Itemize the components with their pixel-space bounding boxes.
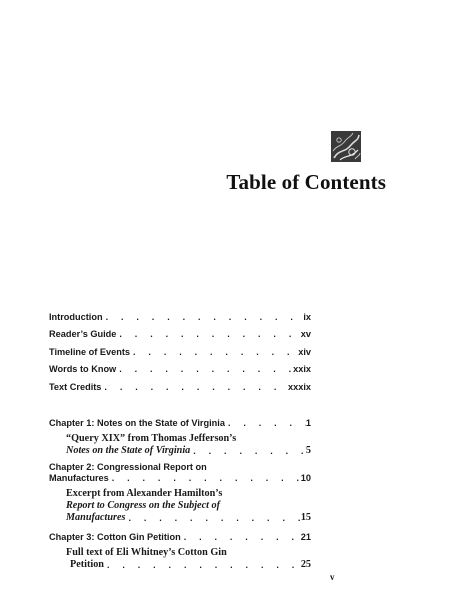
toc-entry-chapter-2[interactable] [49,461,311,483]
table-of-contents [49,304,311,570]
dot-leader [125,513,300,523]
toc-entry-label-line: Petition [70,558,104,570]
toc-entry-cotton-gin-petition[interactable] [49,547,311,570]
toc-entry-query-xix[interactable] [49,433,311,456]
toc-page-number: 21 [300,531,311,542]
toc-entry-words-to-know[interactable] [49,357,311,375]
toc-entry-readers-guide[interactable] [49,322,311,340]
toc-page-number: 15 [300,511,311,523]
toc-entry-label-line: Chapter 2: Congressional Report on [49,461,207,472]
toc-entry-chapter-1[interactable] [49,414,311,428]
toc-entry-label: Text Credits [49,381,102,392]
toc-entry-label-line: Manufactures [66,511,126,523]
toc-entry-label: Reader’s Guide [49,329,117,339]
toc-entry-label-line: Report to Congress on the Subject of [66,499,220,511]
toc-entry-label-line: Excerpt from Alexander Hamilton’s [66,487,223,499]
dot-leader [190,446,306,456]
front-matter-list [49,304,311,392]
chapter-ornament-icon [331,131,361,162]
dot-leader [181,532,301,542]
toc-entry-timeline-of-events[interactable] [49,339,311,357]
page-title: Table of Contents [226,170,386,194]
page-folio: v [330,572,335,582]
toc-entry-chapter-3[interactable] [49,528,311,542]
toc-page-number: 10 [300,472,311,483]
toc-entry-label-line: Notes on the State of Virginia [66,444,191,456]
toc-page-number: 1 [305,417,311,428]
toc-entry-label: Chapter 1: Notes on the State of Virginia [49,417,225,428]
toc-entry-introduction[interactable] [49,304,311,322]
toc-page-number: xxix [293,364,311,374]
dot-leader [104,560,301,570]
toc-entry-label-line: Manufactures [49,472,109,483]
dot-leader [109,473,301,483]
toc-page-number: xv [300,329,311,339]
toc-entry-label-line: “Query XIX” from Thomas Jefferson’s [66,432,237,444]
dot-leader [225,418,306,428]
toc-entry-label: Introduction [49,311,103,322]
dot-leader [116,364,293,374]
toc-entry-text-credits[interactable] [49,374,311,392]
dot-leader [130,347,298,357]
toc-page-number: ix [303,311,311,322]
dot-leader [116,329,300,339]
dot-leader [103,312,304,322]
toc-page-number: xiv [298,346,311,357]
toc-page-number: xxxix [288,381,311,392]
toc-page-number: 25 [300,558,311,570]
toc-entry-label: Chapter 3: Cotton Gin Petition [49,531,181,542]
dot-leader [101,382,288,392]
toc-entry-hamilton-excerpt[interactable] [49,488,311,523]
toc-entry-label-line: Full text of Eli Whitney’s Cotton Gin [66,546,227,558]
chapter-list [49,414,311,570]
toc-page-number: 5 [305,444,311,456]
toc-entry-label: Words to Know [49,364,117,374]
toc-entry-label: Timeline of Events [49,346,131,357]
